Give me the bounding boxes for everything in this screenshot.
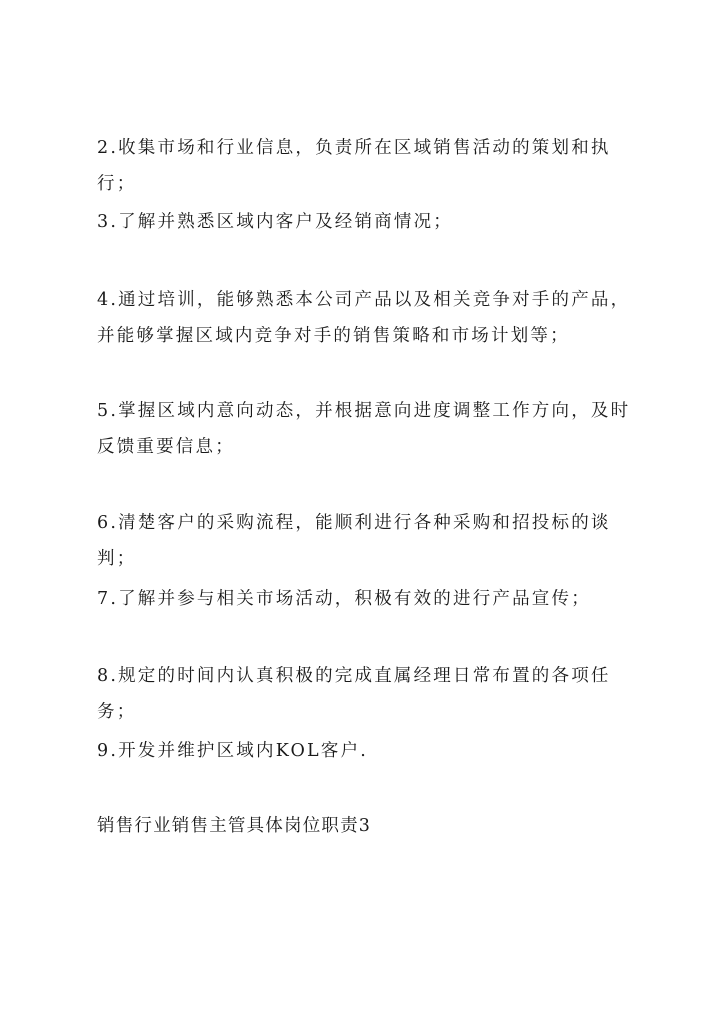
duty-item-4: 4.通过培训，能够熟悉本公司产品以及相关竞争对手的产品，并能够掌握区域内竞争对手的销售策略和市场计划等； bbox=[97, 290, 631, 346]
duty-item-9: 9.开发并维护区域内KOL客户. bbox=[97, 741, 369, 761]
duty-item-5: 5.掌握区域内意向动态，并根据意向进度调整工作方向，及时反馈重要信息； bbox=[97, 401, 631, 457]
duty-item-3: 3.了解并熟悉区域内客户及经销商情况； bbox=[97, 212, 453, 232]
duty-item-8: 8.规定的时间内认真积极的完成直属经理日常布置的各项任务； bbox=[97, 666, 611, 722]
section-heading: 销售行业销售主管具体岗位职责3 bbox=[97, 816, 372, 836]
duty-item-6: 6.清楚客户的采购流程，能顺利进行各种采购和招投标的谈判； bbox=[97, 513, 611, 569]
duty-item-7: 7.了解并参与相关市场活动，积极有效的进行产品宣传； bbox=[97, 589, 591, 609]
duty-item-2: 2.收集市场和行业信息，负责所在区域销售活动的策划和执行； bbox=[97, 138, 611, 194]
